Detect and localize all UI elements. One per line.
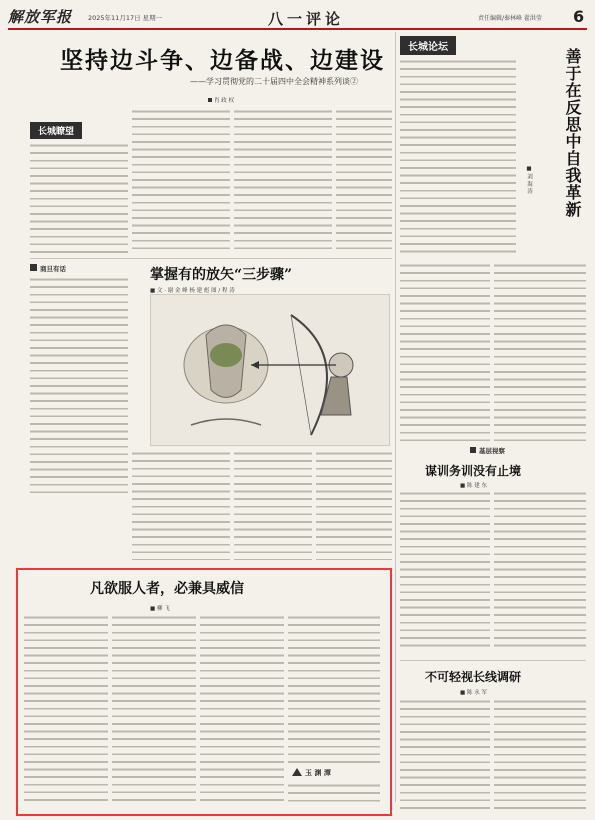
forum-byline: ■ 刘 海 涛 [526,166,532,194]
details-headline: 不可轻视长线调研 [425,670,522,684]
lead-headline: 坚持边斗争、边备战、边建设 [60,47,385,74]
training-headline: 谋训务训没有止境 [425,464,522,478]
lead-subhead: ——学习贯彻党的二十届四中全会精神系列谈② [190,77,358,86]
forum-body-col-3 [494,262,586,442]
feature-mid-body-col-3 [316,450,392,560]
issue-date: 2025年11月17日 星期一 [88,14,163,22]
authority-body-col-3 [200,614,284,804]
column-label-jiceng: 基层视察 [470,446,505,455]
details-body-col-2 [494,698,586,810]
column-label-changcheng-forum: 长城论坛 [400,36,456,55]
right-section-rule [400,660,586,661]
archer-illustration [151,295,389,445]
forum-body-col-2 [400,262,490,442]
training-body-col-1 [400,490,490,650]
shangshi-body [30,276,128,496]
lead-body-col-4 [336,108,392,254]
lead-body-col-3 [234,108,332,254]
column-label-changcheng-tiao: 长城瞭望 [30,122,82,139]
authority-byline: ■ 柳 飞 [150,606,170,612]
details-byline: ■ 陈 永 军 [460,690,487,696]
column-label-shangshi: 商旦有话 [30,264,66,273]
lead-byline: 肖 政 权 [208,96,234,104]
forum-body-col-1 [400,58,516,258]
training-byline: ■ 陈 建 东 [460,483,487,489]
lead-body-col-1 [30,142,128,254]
feature-mid-body-col-1 [132,450,230,560]
feature-mid-headline: 掌握有的放矢“三步骤” [150,267,293,283]
authority-body-col-1 [24,614,108,804]
feature-mid-byline: ■ 文 · 谢 金 峰 杨 建 彪 图 / 程 涛 [150,288,235,294]
column-divider [395,32,396,802]
authority-body-col-4 [288,614,380,764]
section-title: 八一评论 [268,10,345,28]
details-body-col-1 [400,698,490,810]
training-body-col-2 [494,490,586,650]
section-rule [30,258,392,259]
newspaper-logo: 解放军报 [8,8,73,26]
authority-headline: 凡欲服人者，必兼具威信 [90,581,244,597]
feature-mid-body-col-2 [234,450,312,560]
feature-illustration [150,294,390,446]
page-number: 6 [573,7,585,26]
column-label-yuyuan: 玉 渊 潭 [292,768,331,778]
lead-body-col-2 [132,108,230,254]
authority-body-col-2 [112,614,196,804]
editors-credit: 责任编辑/秦林峰 翟洪莹 [478,15,542,22]
masthead [8,6,587,30]
forum-vertical-title: 善于在反思中自我革新 [563,48,582,218]
authority-body-col-5 [288,782,380,806]
